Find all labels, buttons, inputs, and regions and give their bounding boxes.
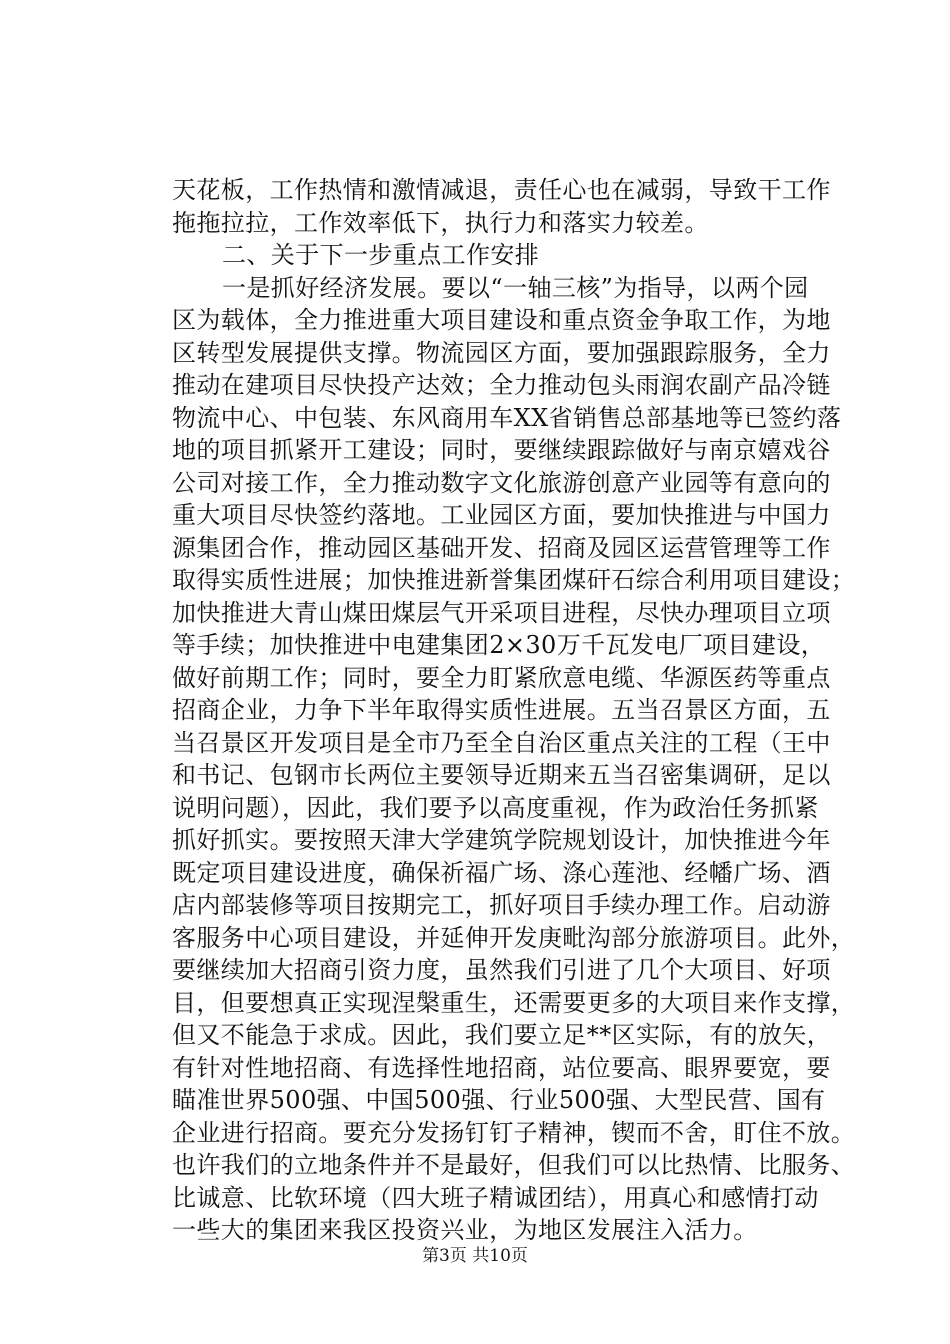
text-line: 说明问题），因此，我们要予以高度重视，作为政治任务抓紧 bbox=[172, 793, 819, 822]
text-line: 也许我们的立地条件并不是最好，但我们可以比热情、比服务、 bbox=[172, 1151, 856, 1179]
text-line: 加快推进大青山煤田煤层气开采项目进程，尽快办理项目立项 bbox=[172, 598, 831, 627]
text-line: 地的项目抓紧开工建设；同时，要继续跟踪做好与南京嬉戏谷 bbox=[172, 436, 831, 464]
text-line: 公司对接工作，全力推动数字文化旅游创意产业园等有意向的 bbox=[172, 468, 831, 497]
text-line: 取得实质性进展；加快推进新誉集团煤矸石综合利用项目建设； bbox=[172, 566, 856, 594]
text-line: 做好前期工作；同时，要全力盯紧欣意电缆、华源医药等重点 bbox=[172, 663, 831, 692]
text-line: 但又不能急于求成。因此，我们要立足**区实际，有的放矢， bbox=[172, 1021, 832, 1049]
text-line: 推动在建项目尽快投产达效；全力推动包头雨润农副产品冷链 bbox=[172, 371, 831, 399]
text-line: 重大项目尽快签约落地。工业园区方面，要加快推进与中国力 bbox=[172, 501, 831, 529]
text-line: 区为载体，全力推进重大项目建设和重点资金争取工作，为地 bbox=[172, 306, 831, 334]
text-line: 招商企业，力争下半年取得实质性进展。五当召景区方面，五 bbox=[172, 696, 831, 724]
text-line: 区转型发展提供支撑。物流园区方面，要加强跟踪服务，全力 bbox=[172, 338, 831, 367]
text-line: 一是抓好经济发展。要以“一轴三核”为指导，以两个园 bbox=[222, 273, 809, 302]
text-line: 有针对性地招商、有选择性地招商，站位要高、眼界要宽，要 bbox=[172, 1053, 831, 1082]
text-line: 拖拖拉拉，工作效率低下，执行力和落实力较差。 bbox=[172, 208, 709, 237]
page-footer: 第3页 共10页 bbox=[422, 1246, 528, 1266]
text-line: 目，但要想真正实现涅槃重生，还需要更多的大项目来作支撑， bbox=[172, 988, 856, 1017]
text-line: 源集团合作，推动园区基础开发、招商及园区运营管理等工作 bbox=[172, 533, 831, 562]
text-line: 等手续；加快推进中电建集团2×30万千瓦发电厂项目建设， bbox=[172, 631, 826, 659]
text-line: 一些大的集团来我区投资兴业，为地区发展注入活力。 bbox=[172, 1216, 758, 1244]
text-line: 抓好抓实。要按照天津大学建筑学院规划设计，加快推进今年 bbox=[172, 826, 831, 854]
text-line: 天花板，工作热情和激情减退，责任心也在减弱，导致干工作 bbox=[172, 176, 831, 204]
text-line: 二、关于下一步重点工作安排 bbox=[222, 241, 540, 269]
text-line: 要继续加大招商引资力度，虽然我们引进了几个大项目、好项 bbox=[172, 956, 831, 984]
text-line: 企业进行招商。要充分发扬钉钉子精神，锲而不舍，盯住不放。 bbox=[172, 1118, 856, 1147]
text-line: 和书记、包钢市长两位主要领导近期来五当召密集调研，足以 bbox=[172, 761, 831, 789]
text-line: 店内部装修等项目按期完工，抓好项目手续办理工作。启动游 bbox=[172, 891, 831, 919]
text-line: 比诚意、比软环境（四大班子精诚团结），用真心和感情打动 bbox=[172, 1183, 819, 1212]
text-line: 瞄准世界500强、中国500强、行业500强、大型民营、国有 bbox=[172, 1086, 826, 1114]
text-line: 既定项目建设进度，确保祈福广场、涤心莲池、经幡广场、酒 bbox=[172, 858, 831, 887]
text-line: 当召景区开发项目是全市乃至全自治区重点关注的工程（王中 bbox=[172, 728, 831, 757]
text-line: 物流中心、中包装、东风商用车XX省销售总部基地等已签约落 bbox=[172, 403, 842, 432]
document-body bbox=[172, 174, 856, 1247]
text-line: 客服务中心项目建设，并延伸开发庚毗沟部分旅游项目。此外， bbox=[172, 923, 856, 952]
